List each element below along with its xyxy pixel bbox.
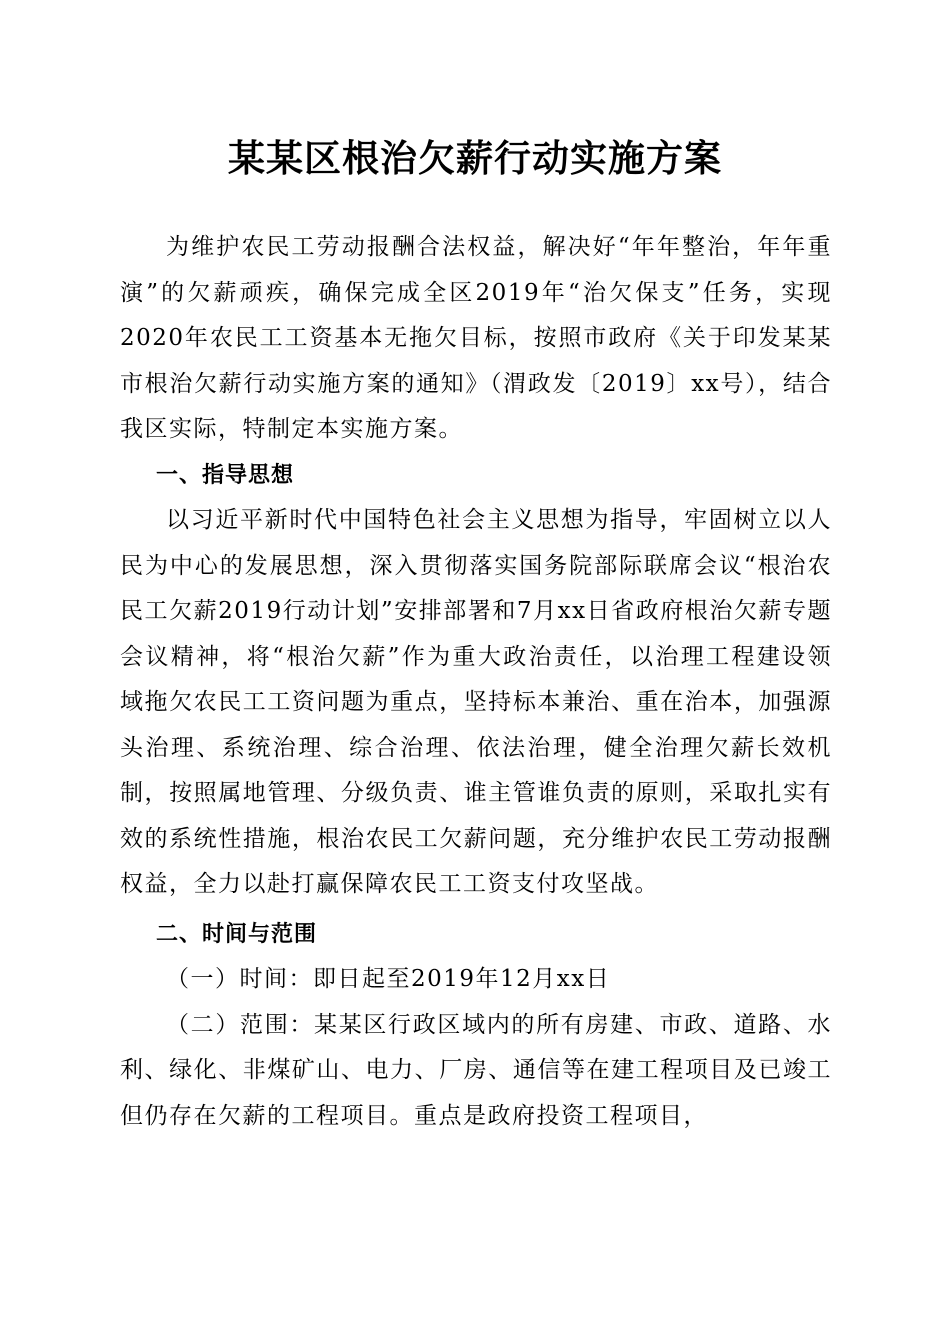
- document-title: 某某区根治欠薪行动实施方案: [228, 136, 722, 180]
- time-paragraph: （一）时间：即日起至2019年12月xx日: [166, 966, 611, 992]
- section-heading-time-scope: 二、时间与范围: [156, 921, 318, 947]
- guiding-ideology-paragraph: 以习近平新时代中国特色社会主义思想为指导，牢固树立以人民为中心的发展思想，深入贯彻落实国务院部际联席会议“根治农民工欠薪2019行动计划”安排部署和7月xx日省政府根治欠薪专题会议精神，将“根治欠薪”作为重大政治责任，以治理工程建设领域拖欠农民工工资问题为重点，坚持标本兼治、重在治本，加强源头治理、系统治理、综合治理、依法治理，健全治理欠薪长效机制，按照属地管理、分级负责、谁主管谁负责的原则，采取扎实有效的系统性措施，根治农民工欠薪问题，充分维护农民工劳动报酬权益，全力以赴打赢保障农民工工资支付攻坚战。: [120, 507, 832, 897]
- intro-paragraph: 为维护农民工劳动报酬合法权益，解决好“年年整治，年年重演”的欠薪顽疾，确保完成全区2019年“治欠保支”任务，实现2020年农民工工资基本无拖欠目标，按照市政府《关于印发某某市根治欠薪行动实施方案的通知》（渭政发〔2019〕xx号），结合我区实际，特制定本实施方案。: [120, 234, 832, 442]
- scope-paragraph: （二）范围：某某区行政区域内的所有房建、市政、道路、水利、绿化、非煤矿山、电力、厂房、通信等在建工程项目及已竣工但仍存在欠薪的工程项目。重点是政府投资工程项目，: [120, 1011, 832, 1129]
- document-body: [120, 225, 832, 1139]
- section-heading-guiding-ideology: 一、指导思想: [156, 462, 295, 488]
